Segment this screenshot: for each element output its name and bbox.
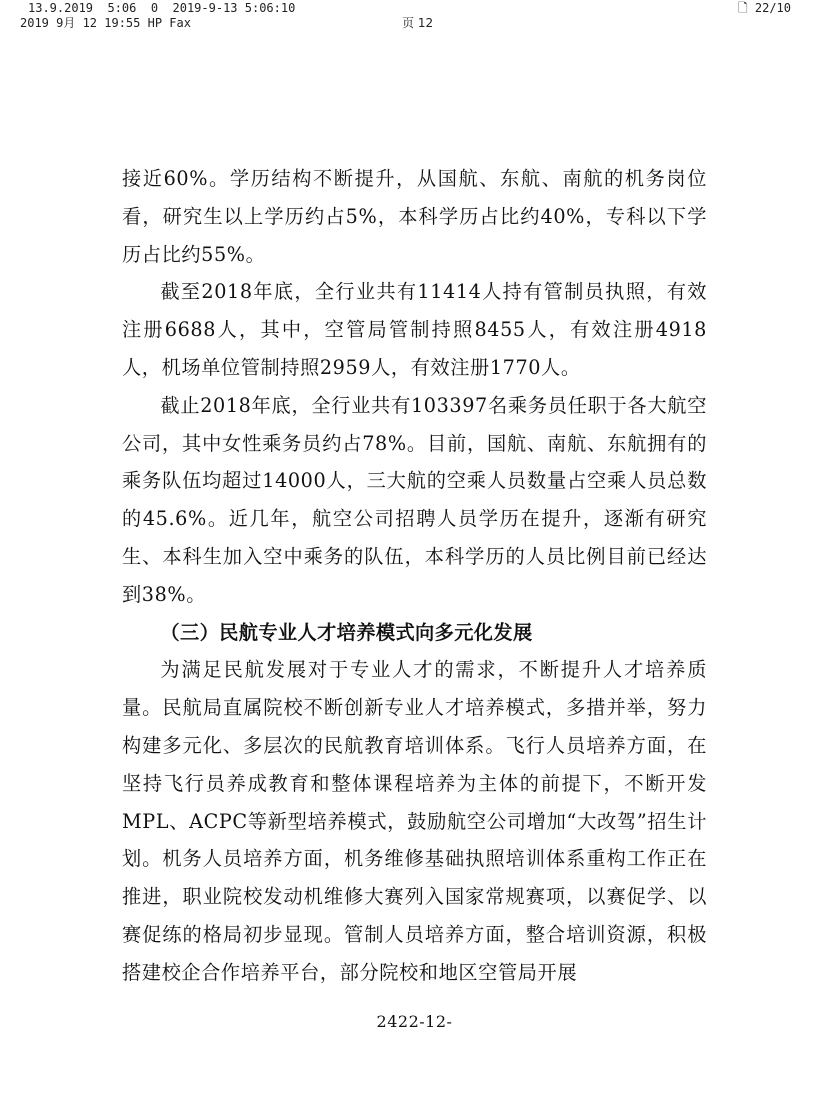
paragraph-training-models: 为满足民航发展对于专业人才的需求，不断提升人才培养质量。民航局直属院校不断创新专业人才培养模式，多措并举，努力构建多元化、多层次的民航教育培训体系。飞行人员培养方面，在坚持飞行员养成教育和整体课程培养为主体的前提下，不断开发MPL、ACPC等新型培养模式，鼓励航空公司增加“大改驾”招生计划。机务人员培养方面，机务维修基础执照培训体系重构工作正在推进，职业院校发动机维修大赛列入国家常规赛项，以赛促学、以赛促练的格局初步显现。管制人员培养方面，整合培训资源，积极搭建校企合作培养平台，部分院校和地区空管局开展 xyxy=(122,658,707,984)
fax-header xyxy=(0,0,829,34)
paragraph-flight-attendants: 截止2018年底，全行业共有103397名乘务员任职于各大航空公司，其中女性乘务员约占78%。目前，国航、南航、东航拥有的乘务队伍均超过14000人，三大航的空乘人员数量占空乘人员总数的45.6%。近几年，航空公司招聘人员学历在提升，逐渐有研究生、本科生加入空中乘务的队伍，本科学历的人员比例目前已经达到38%。 xyxy=(122,393,707,606)
section-heading: （三）民航专业人才培养模式向多元化发展 xyxy=(160,620,533,644)
document-body xyxy=(122,160,707,992)
fax-page-count-text: 22/10 xyxy=(754,1,791,15)
fax-sender-line: 2019 9月 12 19:55 HP Fax xyxy=(20,16,191,30)
fax-transmission-line: 13.9.2019 5:06 0 2019-9-13 5:06:10 xyxy=(28,1,296,15)
page-number: 2422-12- xyxy=(376,1012,453,1031)
document-icon: 🗋 xyxy=(738,1,755,15)
fax-page-count xyxy=(738,1,791,16)
paragraph-controllers: 截至2018年底，全行业共有11414人持有管制员执照，有效注册6688人，其中，空管局管制持照8455人，有效注册4918人，机场单位管制持照2959人，有效注册1770人。 xyxy=(122,280,707,379)
fax-page-label: 页 12 xyxy=(402,16,434,30)
paragraph-education-structure: 接近60%。学历结构不断提升，从国航、东航、南航的机务岗位看，研究生以上学历约占5%，本科学历占比约40%，专科以下学历占比约55%。 xyxy=(122,167,707,266)
